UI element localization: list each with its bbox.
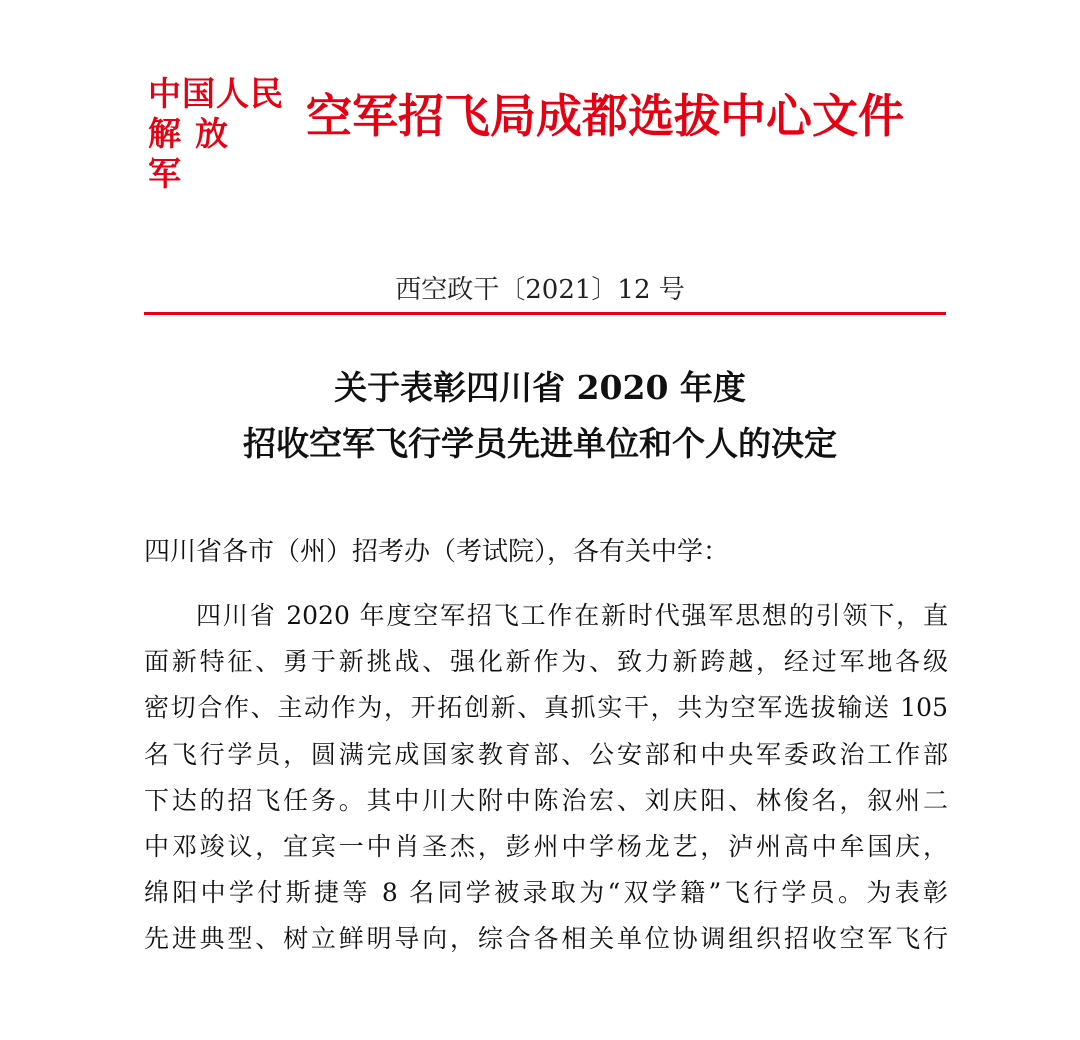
body-paragraph	[144, 593, 948, 963]
document-header-title: 空军招飞局成都选拔中心文件	[306, 89, 904, 143]
red-separator-line	[144, 312, 946, 315]
red-header	[148, 74, 948, 193]
body-line: 下达的招飞任务。其中川大附中陈治宏、刘庆阳、林俊名，叙州二	[144, 785, 948, 815]
body-line: 密切合作、主动作为，开拓创新、真抓实干，共为空军选拔输送 105	[144, 693, 948, 723]
document-number: 西空政干〔2021〕12 号	[395, 275, 685, 305]
body-line: 面新特征、勇于新挑战、强化新作为、致力新跨越，经过军地各级	[144, 647, 948, 677]
salutation: 四川省各市（州）招考办（考试院），各有关中学：	[144, 537, 730, 567]
body-line: 中邓竣议，宜宾一中肖圣杰，彭州中学杨龙艺，泸州高中牟国庆，	[144, 831, 948, 861]
title-line-1: 关于表彰四川省 2020 年度	[334, 368, 746, 407]
issuing-organization	[148, 74, 288, 194]
body-line: 绵阳中学付斯捷等 8 名同学被录取为“双学籍”飞行学员。为表彰	[144, 878, 948, 908]
org-line-1: 中国人民	[148, 74, 284, 113]
title-line-2: 招收空军飞行学员先进单位和个人的决定	[243, 424, 837, 463]
body-line: 四川省 2020 年度空军招飞工作在新时代强军思想的引领下，直	[196, 601, 948, 630]
body-line: 名飞行学员，圆满完成国家教育部、公安部和中央军委政治工作部	[144, 739, 948, 769]
decision-title	[0, 360, 1080, 472]
body-line: 先进典型、树立鲜明导向，综合各相关单位协调组织招收空军飞行	[144, 924, 948, 954]
org-line-2: 解放军	[148, 114, 242, 193]
